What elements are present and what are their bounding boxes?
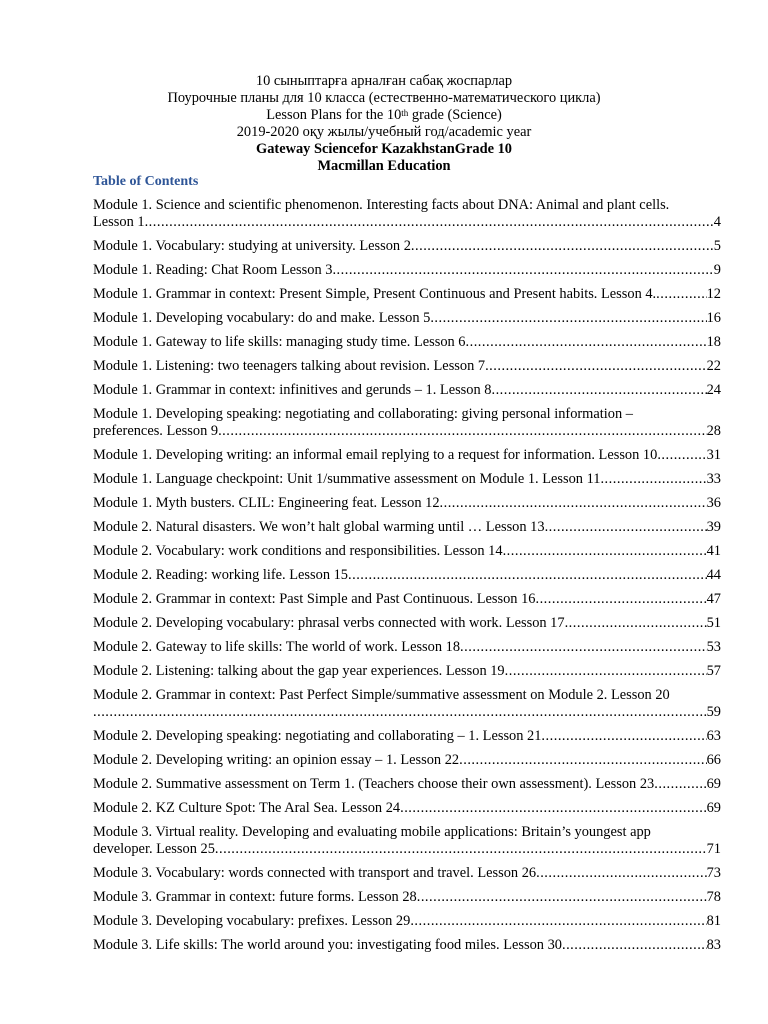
toc-entry-text: Module 1. Gateway to life skills: managing study time. Lesson 6 <box>93 334 466 350</box>
toc-entry[interactable] <box>93 824 721 858</box>
dot-leader <box>491 382 706 399</box>
dot-leader <box>348 567 707 584</box>
toc-entry[interactable] <box>93 567 721 584</box>
toc-entry-line <box>93 495 721 512</box>
toc-entry-line <box>93 865 721 882</box>
toc-heading: Table of Contents <box>93 174 199 189</box>
toc-entry-text: Module 1. Language checkpoint: Unit 1/summative assessment on Module 1. Lesson 11 <box>93 471 601 487</box>
toc-entry-line <box>93 567 721 584</box>
toc-page-number: 5 <box>713 238 721 254</box>
toc-page-number: 33 <box>706 471 721 487</box>
toc-entry[interactable] <box>93 728 721 745</box>
toc-page-number: 12 <box>706 286 721 302</box>
toc-entry-text: Module 1. Reading: Chat Room Lesson 3 <box>93 262 333 278</box>
toc-page-number: 44 <box>706 567 721 583</box>
dot-leader <box>215 841 707 858</box>
toc-page-number: 73 <box>706 865 721 881</box>
toc-page-number: 81 <box>706 913 721 929</box>
toc-entry-text: Module 1. Listening: two teenagers talking about revision. Lesson 7 <box>93 358 486 374</box>
dot-leader <box>459 752 706 769</box>
dot-leader <box>505 663 707 680</box>
toc-entry-first-line: Module 1. Developing speaking: negotiating and collaborating: giving personal information – <box>93 406 633 422</box>
toc-entry-line <box>93 800 721 817</box>
toc-entry[interactable] <box>93 334 721 351</box>
toc-entry-first-line: Module 3. Virtual reality. Developing and evaluating mobile applications: Britain’s youngest app <box>93 824 651 840</box>
toc-entry-line <box>93 310 721 327</box>
dot-leader <box>466 334 707 351</box>
toc-entry-text: Module 2. Listening: talking about the gap year experiences. Lesson 19 <box>93 663 505 679</box>
toc-page-number: 71 <box>706 841 721 857</box>
dot-leader <box>485 358 707 375</box>
dot-leader <box>541 728 706 745</box>
toc-entry-text: Lesson 1 <box>93 214 145 230</box>
toc-entry-text: Module 3. Vocabulary: words connected with transport and travel. Lesson 26 <box>93 865 537 881</box>
toc-page-number: 36 <box>706 495 721 511</box>
title-english <box>0 107 768 124</box>
toc-page-number: 69 <box>706 800 721 816</box>
toc-entry[interactable] <box>93 937 721 954</box>
toc-entry-line <box>93 752 721 769</box>
toc-entry[interactable] <box>93 358 721 375</box>
toc-entry[interactable] <box>93 800 721 817</box>
toc-entry[interactable] <box>93 447 721 464</box>
toc-entry[interactable] <box>93 543 721 560</box>
toc-entry-line <box>93 382 721 399</box>
toc-page-number: 22 <box>706 358 721 374</box>
toc-entry[interactable] <box>93 238 721 255</box>
toc-entry-text: Module 2. Grammar in context: Past Simple and Past Continuous. Lesson 16 <box>93 591 536 607</box>
dot-leader <box>410 913 706 930</box>
toc-page-number: 78 <box>706 889 721 905</box>
toc-entry[interactable] <box>93 687 721 721</box>
dot-leader <box>565 615 707 632</box>
toc-entry[interactable] <box>93 310 721 327</box>
toc-entry-first-line: Module 2. Grammar in context: Past Perfect Simple/summative assessment on Module 2. Lesson 20 <box>93 687 670 703</box>
dot-leader <box>562 937 707 954</box>
toc-entry-line <box>93 889 721 906</box>
toc-page-number: 16 <box>706 310 721 326</box>
toc-entry-text: Module 2. Gateway to life skills: The world of work. Lesson 18 <box>93 639 461 655</box>
dot-leader <box>411 238 714 255</box>
toc-page-number: 51 <box>706 615 721 631</box>
toc-entry-text: preferences. Lesson 9 <box>93 423 219 439</box>
dot-leader <box>430 310 706 327</box>
toc-entry-text: Module 1. Vocabulary: studying at university. Lesson 2 <box>93 238 411 254</box>
dot-leader <box>440 495 707 512</box>
dot-leader <box>400 800 707 817</box>
toc-page-number: 28 <box>706 423 721 439</box>
dot-leader <box>417 889 707 906</box>
toc-entry-text: Module 1. Grammar in context: Present Simple, Present Continuous and Present habits. Lesson 4. <box>93 286 657 302</box>
toc-entry[interactable] <box>93 519 721 536</box>
toc-entry-text: Module 2. Developing vocabulary: phrasal verbs connected with work. Lesson 17 <box>93 615 565 631</box>
toc-entry[interactable] <box>93 639 721 656</box>
dot-leader <box>654 776 706 793</box>
toc-page-number: 41 <box>706 543 721 559</box>
toc-entry[interactable] <box>93 865 721 882</box>
toc-entry-line <box>93 543 721 560</box>
toc-entry-first-line: Module 1. Science and scientific phenomenon. Interesting facts about DNA: Animal and plant cells. <box>93 197 670 213</box>
toc-entry-line <box>93 358 721 375</box>
toc-entry-text: Module 3. Grammar in context: future forms. Lesson 28 <box>93 889 417 905</box>
toc-entry-text: Module 2. Reading: working life. Lesson 15 <box>93 567 348 583</box>
toc-list <box>93 197 721 961</box>
title-english-sup: th <box>401 108 409 118</box>
dot-leader <box>503 543 707 560</box>
toc-entry[interactable] <box>93 471 721 488</box>
toc-page-number: 83 <box>706 937 721 953</box>
toc-entry[interactable] <box>93 663 721 680</box>
toc-entry-line <box>93 238 721 255</box>
toc-entry-text: Module 3. Developing vocabulary: prefixes. Lesson 29 <box>93 913 411 929</box>
toc-entry[interactable] <box>93 286 721 303</box>
toc-entry-text: Module 2. Developing writing: an opinion essay – 1. Lesson 22 <box>93 752 460 768</box>
toc-entry-text: Module 2. Developing speaking: negotiating and collaborating – 1. Lesson 21 <box>93 728 542 744</box>
toc-entry-line <box>93 214 721 231</box>
toc-entry-line <box>93 841 721 858</box>
toc-entry[interactable] <box>93 752 721 769</box>
toc-entry-text: developer. Lesson 25 <box>93 841 215 857</box>
toc-entry-line <box>93 447 721 464</box>
dot-leader <box>93 704 707 721</box>
toc-entry[interactable] <box>93 913 721 930</box>
dot-leader <box>332 262 713 279</box>
toc-page-number: 66 <box>706 752 721 768</box>
toc-entry[interactable] <box>93 262 721 279</box>
toc-entry[interactable] <box>93 406 721 440</box>
toc-page-number: 63 <box>706 728 721 744</box>
dot-leader <box>460 639 707 656</box>
toc-entry-line <box>93 262 721 279</box>
toc-page-number: 9 <box>713 262 721 278</box>
toc-entry-text: Module 2. Summative assessment on Term 1. (Teachers choose their own assessment). Lesson 23 <box>93 776 655 792</box>
toc-entry-line <box>93 334 721 351</box>
toc-entry-line <box>93 704 721 721</box>
toc-entry-line <box>93 615 721 632</box>
toc-entry[interactable] <box>93 591 721 608</box>
toc-entry[interactable] <box>93 615 721 632</box>
title-english-text-2: grade (Science) <box>408 107 502 123</box>
toc-page-number: 57 <box>706 663 721 679</box>
toc-page-number: 4 <box>713 214 721 230</box>
toc-entry[interactable] <box>93 776 721 793</box>
toc-entry-line <box>93 776 721 793</box>
dot-leader <box>535 591 706 608</box>
toc-entry-line <box>93 913 721 930</box>
toc-page-number: 31 <box>706 447 721 463</box>
title-kazakh: 10 сыныптарға арналған сабақ жоспарлар <box>255 73 513 89</box>
toc-entry-line <box>93 663 721 680</box>
toc-entry-text: Module 2. Natural disasters. We won’t halt global warming until … Lesson 13 <box>93 519 545 535</box>
toc-page-number: 39 <box>706 519 721 535</box>
toc-entry-line <box>93 286 721 303</box>
toc-entry-text: Module 3. Life skills: The world around you: investigating food miles. Lesson 30 <box>93 937 562 953</box>
toc-entry-line <box>93 423 721 440</box>
toc-entry-text: Module 1. Myth busters. CLIL: Engineering feat. Lesson 12 <box>93 495 440 511</box>
toc-page-number: 24 <box>706 382 721 398</box>
toc-page-number: 18 <box>706 334 721 350</box>
dot-leader <box>656 286 706 303</box>
toc-page-number: 53 <box>706 639 721 655</box>
dot-leader <box>545 519 707 536</box>
toc-entry[interactable] <box>93 889 721 906</box>
toc-entry-text: Module 1. Developing vocabulary: do and make. Lesson 5 <box>93 310 431 326</box>
publisher: Macmillan Education <box>317 158 451 174</box>
dot-leader <box>536 865 707 882</box>
dot-leader <box>600 471 706 488</box>
toc-entry-text: Module 2. Vocabulary: work conditions and responsibilities. Lesson 14 <box>93 543 503 559</box>
toc-entry-text: Module 1. Grammar in context: infinitives and gerunds – 1. Lesson 8 <box>93 382 492 398</box>
toc-entry-line <box>93 639 721 656</box>
dot-leader <box>218 423 707 440</box>
course-title: Gateway Sciencefor KazakhstanGrade 10 <box>256 141 512 157</box>
toc-entry-line <box>93 471 721 488</box>
toc-entry-line <box>93 591 721 608</box>
title-english-text: Lesson Plans for the 10 <box>266 107 402 123</box>
title-block <box>0 73 768 175</box>
toc-entry[interactable] <box>93 495 721 512</box>
toc-page-number: 69 <box>706 776 721 792</box>
dot-leader <box>657 447 706 464</box>
toc-entry-line <box>93 519 721 536</box>
toc-page-number: 59 <box>706 704 721 720</box>
toc-entry[interactable] <box>93 382 721 399</box>
toc-entry-line <box>93 728 721 745</box>
toc-entry-line <box>93 937 721 954</box>
toc-entry[interactable] <box>93 197 721 231</box>
toc-entry-text: Module 1. Developing writing: an informal email replying to a request for information. Lesson 10 <box>93 447 658 463</box>
title-russian: Поурочные планы для 10 класса (естественно-математического цикла) <box>167 90 601 106</box>
academic-year: 2019-2020 оқу жылы/учебный год/academic year <box>236 124 532 140</box>
toc-page-number: 47 <box>706 591 721 607</box>
dot-leader <box>145 214 714 231</box>
toc-entry-text: Module 2. KZ Culture Spot: The Aral Sea. Lesson 24 <box>93 800 401 816</box>
